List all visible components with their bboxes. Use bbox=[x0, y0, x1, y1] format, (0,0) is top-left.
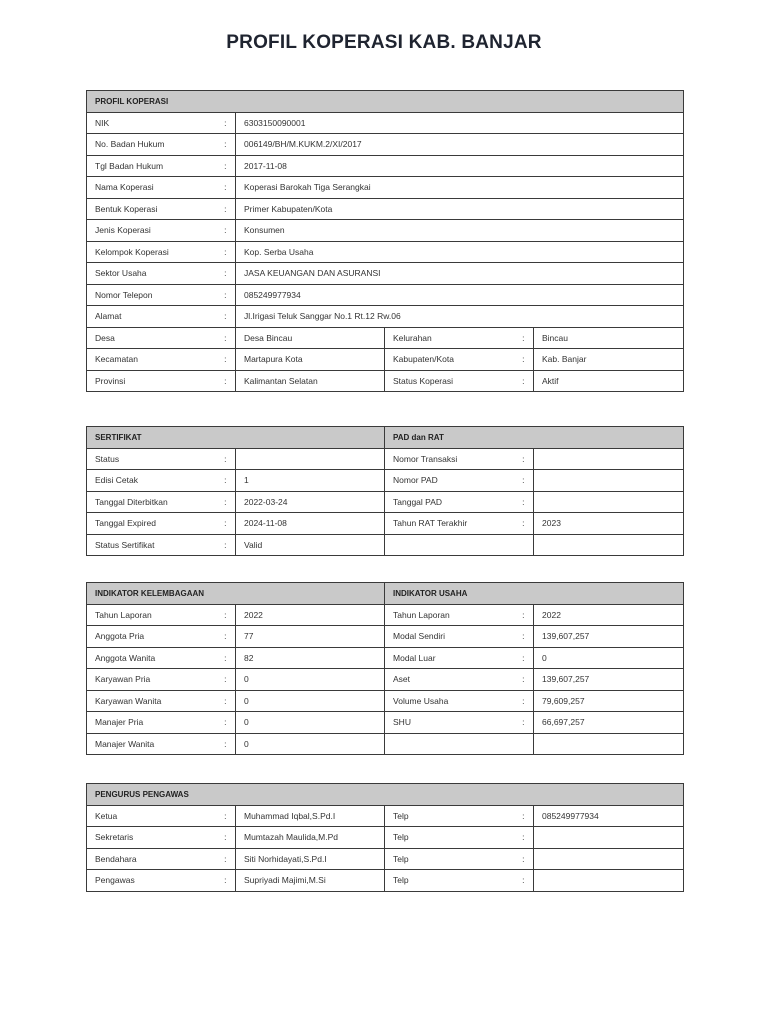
colon-separator: : bbox=[216, 306, 236, 328]
field-value: Kalimantan Selatan bbox=[236, 370, 385, 392]
section-header: SERTIFIKAT bbox=[87, 427, 385, 449]
colon-separator: : bbox=[216, 198, 236, 220]
colon-separator: : bbox=[514, 669, 534, 691]
table-row bbox=[87, 669, 684, 691]
field-label: Manajer Pria bbox=[87, 712, 216, 734]
pengurus-name: Siti Norhidayati,S.Pd.I bbox=[236, 848, 385, 870]
field-value: Konsumen bbox=[236, 220, 684, 242]
pengurus-name: Mumtazah Maulida,M.Pd bbox=[236, 827, 385, 849]
table-row bbox=[87, 112, 684, 134]
table-row bbox=[87, 220, 684, 242]
table-row bbox=[87, 327, 684, 349]
colon-separator: : bbox=[514, 327, 534, 349]
field-value: Valid bbox=[236, 534, 385, 556]
field-label: Nomor Telepon bbox=[87, 284, 216, 306]
colon-separator: : bbox=[216, 470, 236, 492]
field-label: Nomor Transaksi bbox=[385, 448, 514, 470]
field-value: Martapura Kota bbox=[236, 349, 385, 371]
colon-separator: : bbox=[514, 513, 534, 535]
field-label: Manajer Wanita bbox=[87, 733, 216, 755]
field-label: Tahun RAT Terakhir bbox=[385, 513, 514, 535]
colon-separator: : bbox=[514, 491, 534, 513]
table-header-row bbox=[87, 784, 684, 806]
colon-separator: : bbox=[216, 690, 236, 712]
field-label: Tanggal Diterbitkan bbox=[87, 491, 216, 513]
colon-separator: : bbox=[216, 349, 236, 371]
table-row bbox=[87, 284, 684, 306]
field-label: Tanggal Expired bbox=[87, 513, 216, 535]
table-header-row bbox=[87, 427, 684, 449]
field-value: 77 bbox=[236, 626, 385, 648]
field-value: 1 bbox=[236, 470, 385, 492]
field-label: Anggota Pria bbox=[87, 626, 216, 648]
field-label: Jenis Koperasi bbox=[87, 220, 216, 242]
field-label: Modal Luar bbox=[385, 647, 514, 669]
table-row bbox=[87, 848, 684, 870]
colon-separator: : bbox=[514, 827, 534, 849]
field-value: 79,609,257 bbox=[534, 690, 684, 712]
table-row bbox=[87, 647, 684, 669]
field-value: 2022 bbox=[534, 604, 684, 626]
section-header: INDIKATOR USAHA bbox=[385, 583, 684, 605]
pengurus-name: Supriyadi Majimi,M.Si bbox=[236, 870, 385, 892]
field-label: Bentuk Koperasi bbox=[87, 198, 216, 220]
field-value: 0 bbox=[534, 647, 684, 669]
table-header-row bbox=[87, 91, 684, 113]
colon-separator: : bbox=[514, 604, 534, 626]
table-row bbox=[87, 263, 684, 285]
colon-separator: : bbox=[216, 805, 236, 827]
telp-value: 085249977934 bbox=[534, 805, 684, 827]
colon-separator: : bbox=[216, 134, 236, 156]
field-label: NIK bbox=[87, 112, 216, 134]
page-title: PROFIL KOPERASI KAB. BANJAR bbox=[226, 32, 542, 53]
pengurus-role: Pengawas bbox=[87, 870, 216, 892]
field-value: 139,607,257 bbox=[534, 669, 684, 691]
colon-separator: : bbox=[514, 870, 534, 892]
telp-label: Telp bbox=[385, 827, 514, 849]
field-value: Kop. Serba Usaha bbox=[236, 241, 684, 263]
field-value: 2022 bbox=[236, 604, 385, 626]
telp-value bbox=[534, 870, 684, 892]
colon-separator: : bbox=[514, 690, 534, 712]
table-row bbox=[87, 870, 684, 892]
field-value: 2022-03-24 bbox=[236, 491, 385, 513]
field-value bbox=[534, 491, 684, 513]
field-value: 82 bbox=[236, 647, 385, 669]
field-label: Nama Koperasi bbox=[87, 177, 216, 199]
table-row bbox=[87, 690, 684, 712]
field-value: 006149/BH/M.KUKM.2/XI/2017 bbox=[236, 134, 684, 156]
field-label: Tgl Badan Hukum bbox=[87, 155, 216, 177]
field-label: Volume Usaha bbox=[385, 690, 514, 712]
field-value: Desa Bincau bbox=[236, 327, 385, 349]
indikator-table bbox=[86, 582, 684, 755]
colon-separator: : bbox=[514, 370, 534, 392]
table-row bbox=[87, 513, 684, 535]
colon-separator: : bbox=[216, 220, 236, 242]
colon-separator: : bbox=[514, 626, 534, 648]
field-value: 085249977934 bbox=[236, 284, 684, 306]
telp-label: Telp bbox=[385, 805, 514, 827]
field-label: No. Badan Hukum bbox=[87, 134, 216, 156]
field-value bbox=[236, 448, 385, 470]
telp-value bbox=[534, 848, 684, 870]
colon-separator: : bbox=[514, 805, 534, 827]
colon-separator: : bbox=[216, 827, 236, 849]
colon-separator: : bbox=[216, 491, 236, 513]
section-header: PAD dan RAT bbox=[385, 427, 684, 449]
field-label: Karyawan Wanita bbox=[87, 690, 216, 712]
field-label: Status Sertifikat bbox=[87, 534, 216, 556]
colon-separator: : bbox=[216, 848, 236, 870]
field-value: 66,697,257 bbox=[534, 712, 684, 734]
colon-separator: : bbox=[216, 448, 236, 470]
table-row bbox=[87, 827, 684, 849]
field-value: JASA KEUANGAN DAN ASURANSI bbox=[236, 263, 684, 285]
empty-cell bbox=[385, 733, 534, 755]
profil-koperasi-table bbox=[86, 90, 684, 392]
field-value: 0 bbox=[236, 712, 385, 734]
field-value bbox=[534, 470, 684, 492]
field-label: Tahun Laporan bbox=[385, 604, 514, 626]
telp-value bbox=[534, 827, 684, 849]
table-row bbox=[87, 155, 684, 177]
sertifikat-table bbox=[86, 426, 684, 556]
colon-separator: : bbox=[514, 647, 534, 669]
pengurus-role: Sekretaris bbox=[87, 827, 216, 849]
colon-separator: : bbox=[216, 534, 236, 556]
empty-cell bbox=[534, 534, 684, 556]
field-value: Primer Kabupaten/Kota bbox=[236, 198, 684, 220]
telp-label: Telp bbox=[385, 848, 514, 870]
pengurus-role: Bendahara bbox=[87, 848, 216, 870]
field-value: 0 bbox=[236, 690, 385, 712]
table-row bbox=[87, 349, 684, 371]
telp-label: Telp bbox=[385, 870, 514, 892]
colon-separator: : bbox=[216, 241, 236, 263]
colon-separator: : bbox=[514, 712, 534, 734]
table-row bbox=[87, 198, 684, 220]
field-label: Provinsi bbox=[87, 370, 216, 392]
section-header: INDIKATOR KELEMBAGAAN bbox=[87, 583, 385, 605]
section-header: PENGURUS PENGAWAS bbox=[87, 784, 684, 806]
field-value: 0 bbox=[236, 733, 385, 755]
pengurus-role: Ketua bbox=[87, 805, 216, 827]
field-value: Jl.Irigasi Teluk Sanggar No.1 Rt.12 Rw.06 bbox=[236, 306, 684, 328]
colon-separator: : bbox=[216, 513, 236, 535]
table-row bbox=[87, 134, 684, 156]
colon-separator: : bbox=[216, 626, 236, 648]
field-label: Aset bbox=[385, 669, 514, 691]
field-value: 139,607,257 bbox=[534, 626, 684, 648]
field-value: Bincau bbox=[534, 327, 684, 349]
field-label: Tahun Laporan bbox=[87, 604, 216, 626]
colon-separator: : bbox=[216, 327, 236, 349]
field-label: Kabupaten/Kota bbox=[385, 349, 514, 371]
table-row bbox=[87, 448, 684, 470]
colon-separator: : bbox=[216, 712, 236, 734]
table-row bbox=[87, 491, 684, 513]
colon-separator: : bbox=[514, 349, 534, 371]
field-label: Kelurahan bbox=[385, 327, 514, 349]
table-row bbox=[87, 604, 684, 626]
field-value: 6303150090001 bbox=[236, 112, 684, 134]
field-value: 2024-11-08 bbox=[236, 513, 385, 535]
table-row bbox=[87, 306, 684, 328]
colon-separator: : bbox=[216, 112, 236, 134]
empty-cell bbox=[534, 733, 684, 755]
field-label: Sektor Usaha bbox=[87, 263, 216, 285]
field-value: Kab. Banjar bbox=[534, 349, 684, 371]
field-value: Aktif bbox=[534, 370, 684, 392]
field-value: 2023 bbox=[534, 513, 684, 535]
colon-separator: : bbox=[216, 669, 236, 691]
field-value: Koperasi Barokah Tiga Serangkai bbox=[236, 177, 684, 199]
table-row bbox=[87, 805, 684, 827]
field-label: SHU bbox=[385, 712, 514, 734]
section-header: PROFIL KOPERASI bbox=[87, 91, 684, 113]
table-row bbox=[87, 712, 684, 734]
field-value bbox=[534, 448, 684, 470]
field-label: Karyawan Pria bbox=[87, 669, 216, 691]
colon-separator: : bbox=[514, 470, 534, 492]
colon-separator: : bbox=[216, 177, 236, 199]
field-label: Tanggal PAD bbox=[385, 491, 514, 513]
field-label: Anggota Wanita bbox=[87, 647, 216, 669]
field-label: Nomor PAD bbox=[385, 470, 514, 492]
field-label: Modal Sendiri bbox=[385, 626, 514, 648]
field-label: Desa bbox=[87, 327, 216, 349]
table-row bbox=[87, 370, 684, 392]
table-row bbox=[87, 177, 684, 199]
field-label: Edisi Cetak bbox=[87, 470, 216, 492]
empty-cell bbox=[385, 534, 534, 556]
field-value: 0 bbox=[236, 669, 385, 691]
field-label: Status Koperasi bbox=[385, 370, 514, 392]
colon-separator: : bbox=[216, 604, 236, 626]
field-label: Alamat bbox=[87, 306, 216, 328]
colon-separator: : bbox=[216, 284, 236, 306]
table-row bbox=[87, 626, 684, 648]
colon-separator: : bbox=[216, 647, 236, 669]
pengurus-table bbox=[86, 783, 684, 892]
pengurus-name: Muhammad Iqbal,S.Pd.I bbox=[236, 805, 385, 827]
table-row bbox=[87, 241, 684, 263]
field-value: 2017-11-08 bbox=[236, 155, 684, 177]
colon-separator: : bbox=[216, 155, 236, 177]
field-label: Kecamatan bbox=[87, 349, 216, 371]
colon-separator: : bbox=[216, 870, 236, 892]
table-row bbox=[87, 733, 684, 755]
table-row bbox=[87, 534, 684, 556]
colon-separator: : bbox=[514, 448, 534, 470]
colon-separator: : bbox=[216, 263, 236, 285]
colon-separator: : bbox=[216, 370, 236, 392]
colon-separator: : bbox=[216, 733, 236, 755]
field-label: Status bbox=[87, 448, 216, 470]
colon-separator: : bbox=[514, 848, 534, 870]
table-row bbox=[87, 470, 684, 492]
table-header-row bbox=[87, 583, 684, 605]
field-label: Kelompok Koperasi bbox=[87, 241, 216, 263]
